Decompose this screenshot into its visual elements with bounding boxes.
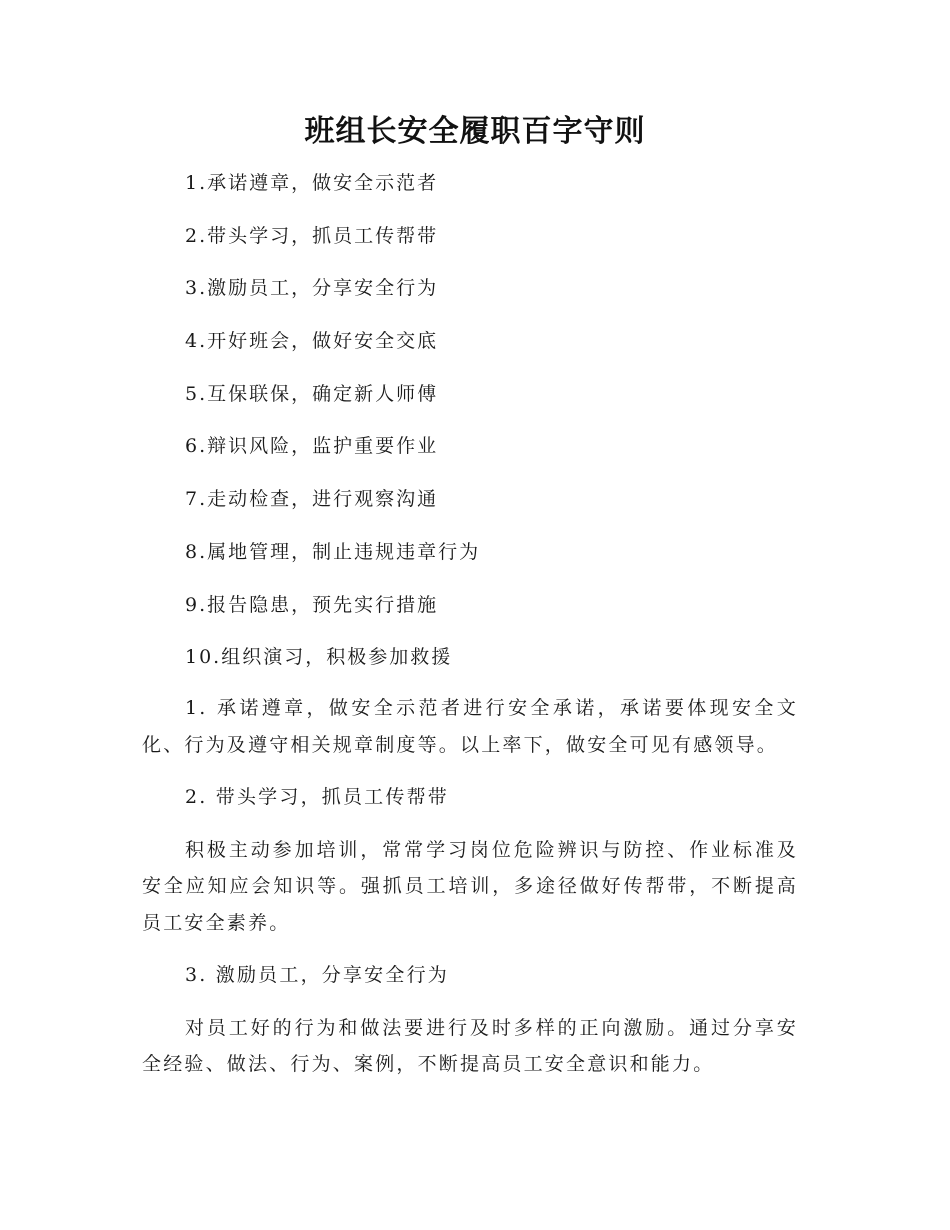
summary-list <box>185 166 805 693</box>
summary-item-6: 6.辩识风险，监护重要作业 <box>185 435 439 458</box>
paragraph-spacer <box>142 994 798 1010</box>
section-2-paragraph: 积极主动参加培训，常常学习岗位危险辨识与防控、作业标准及安全应知应会知识等。强抓员工培训，多途径做好传帮带，不断提高员工安全素养。 <box>142 838 798 934</box>
summary-item-10: 10.组织演习，积极参加救援 <box>185 646 453 669</box>
paragraph-spacer <box>142 816 798 832</box>
section-3-heading: 3. 激励员工，分享安全行为 <box>185 964 449 986</box>
paragraph-spacer <box>142 763 798 779</box>
summary-item-5: 5.互保联保，确定新人师傅 <box>185 382 439 405</box>
summary-item-8: 8.属地管理，制止违规违章行为 <box>185 540 481 563</box>
document-title: 班组长安全履职百字守则 <box>304 114 646 149</box>
summary-item-7: 7.走动检查，进行观察沟通 <box>185 488 439 511</box>
paragraph-spacer <box>142 941 798 957</box>
section-3-paragraph: 对员工好的行为和做法要进行及时多样的正向激励。通过分享安全经验、做法、行为、案例，不断提高员工安全意识和能力。 <box>142 1016 798 1075</box>
section-1-paragraph: 1. 承诺遵章，做安全示范者进行安全承诺，承诺要体现安全文化、行为及遵守相关规章制度等。以上率下，做安全可见有感领导。 <box>142 697 798 756</box>
summary-item-3: 3.激励员工，分享安全行为 <box>185 277 439 300</box>
summary-item-2: 2.带头学习，抓员工传帮带 <box>185 224 439 247</box>
section-2-heading: 2. 带头学习，抓员工传帮带 <box>185 786 449 808</box>
document-body <box>142 690 798 1083</box>
summary-item-1: 1.承诺遵章，做安全示范者 <box>185 172 439 194</box>
summary-item-4: 4.开好班会，做好安全交底 <box>185 330 439 353</box>
summary-item-9: 9.报告隐患，预先实行措施 <box>185 593 439 616</box>
